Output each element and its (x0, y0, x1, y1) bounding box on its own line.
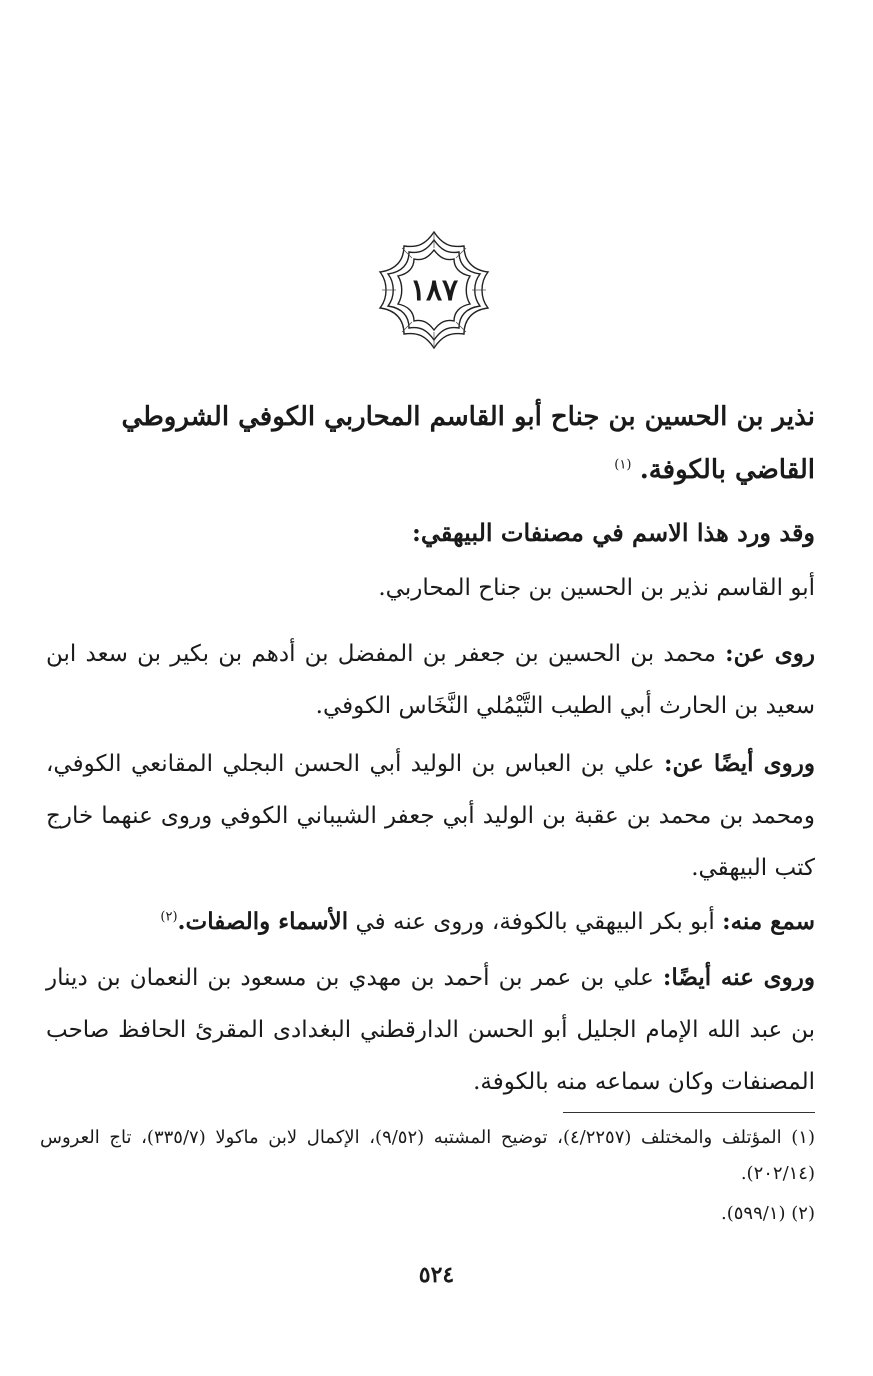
also-by-text: علي بن عمر بن أحمد بن مهدي بن مسعود بن النعمان بن دينار بن عبد الله الإمام الجليل أبو الحسن الدارقطني البغدادى المقرئ الحافظ صاحب المصنفات وكان سماعه منه بالكوفة. (46, 965, 815, 1095)
entry-title-line-1: نذير بن الحسين بن جناح أبو القاسم المحاربي الكوفي الشروطي (121, 402, 815, 432)
entry-title-line-2-text: القاضي بالكوفة. (639, 455, 815, 485)
footnote-1: (١) المؤتلف والمختلف (٤/٢٢٥٧)، توضيح المشتبه (٩/٥٢)، الإكمال لابن ماكولا (٣٣٥/٧)، تاج العروس (٢٠٢/١٤). (40, 1127, 815, 1184)
also-from-paragraph (46, 738, 815, 894)
narrated-from-paragraph (46, 628, 815, 732)
heard-book-title: الأسماء والصفات. (177, 908, 349, 935)
footnote-separator (563, 1112, 815, 1113)
heard-label: سمع منه: (722, 908, 815, 935)
intro-heading: وقد ورد هذا الاسم في مصنفات البيهقي: (412, 518, 815, 547)
name-line: أبو القاسم نذير بن الحسين بن جناح المحاربي. (378, 575, 815, 601)
page-number: ٥٢٤ (418, 1262, 455, 1288)
footnote-ref-1: (١) (614, 457, 632, 473)
entry-title-line-2 (614, 455, 815, 485)
also-from-text: علي بن العباس بن الوليد أبي الحسن البجلي المقانعي الكوفي، ومحمد بن محمد بن عقبة بن الوليد أبي جعفر الشيباني الكوفي وروى عنهما خارج كتب البيهقي. (46, 751, 815, 881)
footnote-2: (٢) (٥٩٩/١). (721, 1203, 815, 1224)
narrated-from-text: محمد بن الحسين بن جعفر بن المفضل بن أدهم بن بكير بن سعد ابن سعيد بن الحارث أبي الطيب التَّيْمُلي النَّخَاس الكوفي. (46, 641, 815, 719)
heard-paragraph (46, 896, 815, 948)
also-from-label: وروى أيضًا عن: (664, 750, 815, 777)
entry-number-ornament (372, 228, 496, 352)
also-by-paragraph (46, 952, 815, 1108)
entry-number: ١٨٧ (409, 272, 459, 308)
footnote-ref-2: (٢) (160, 909, 178, 925)
narrated-from-label: روى عن: (725, 640, 815, 667)
heard-text: أبو بكر البيهقي بالكوفة، وروى عنه في (355, 909, 715, 935)
also-by-label: وروى عنه أيضًا: (662, 964, 816, 991)
